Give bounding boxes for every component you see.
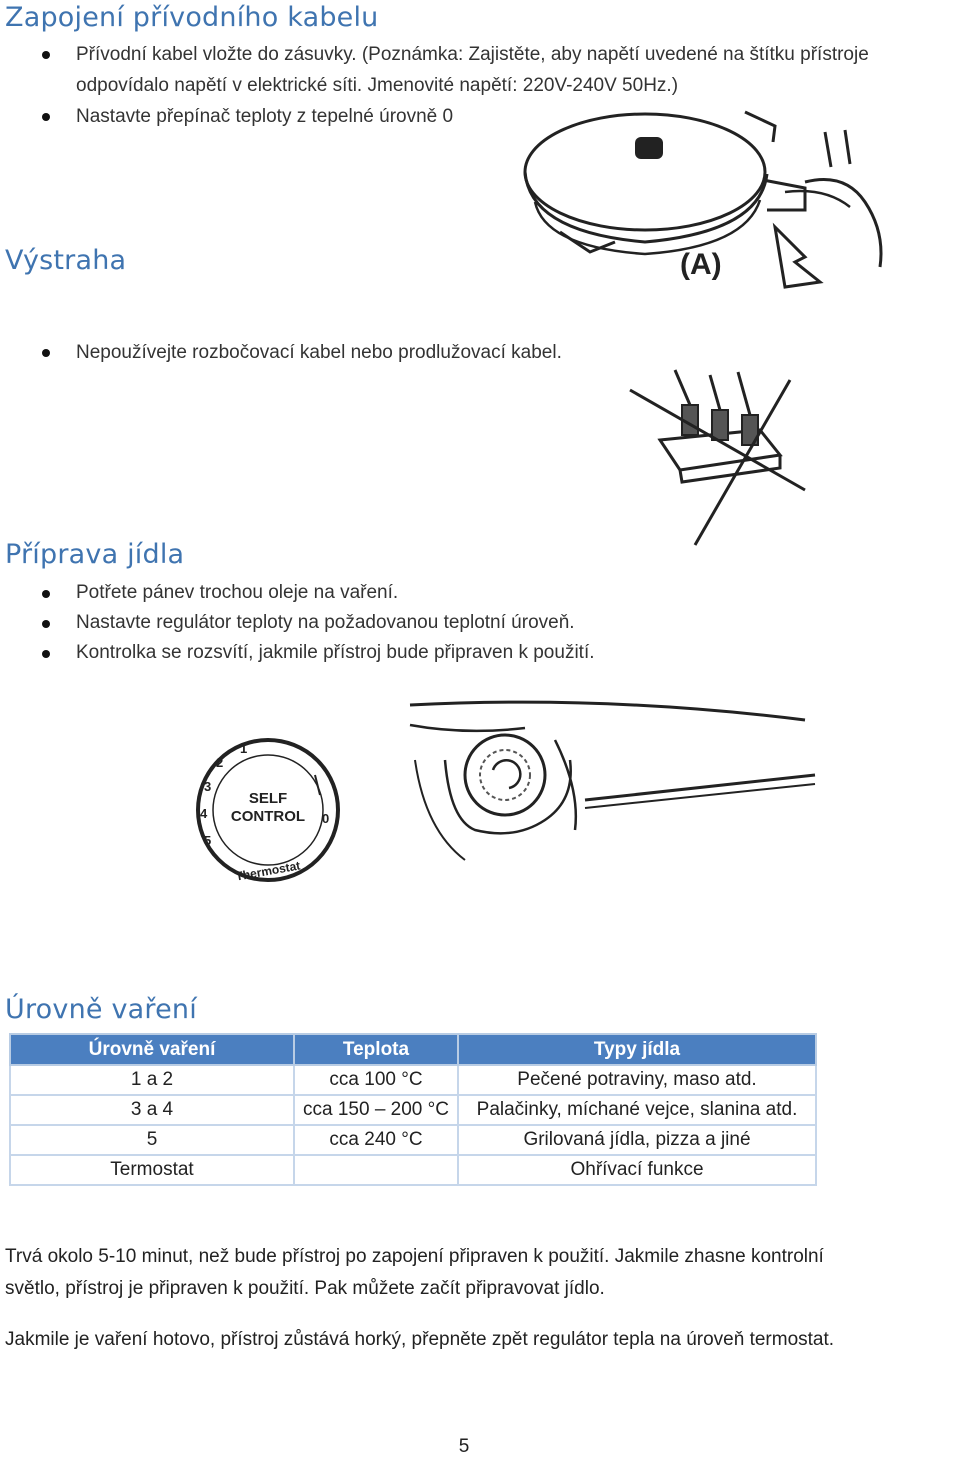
table-row: [10, 1125, 816, 1155]
list-item: Potřete pánev trochou oleje na vaření.: [0, 578, 595, 608]
list-item-continuation: odpovídalo napětí v elektrické síti. Jmenovité napětí: 220V-240V 50Hz.): [76, 75, 679, 96]
dial-number: 4: [200, 806, 208, 821]
heading-prep: Příprava jídla: [5, 539, 185, 570]
dial-number: 5: [204, 833, 212, 848]
column-header-food-type: Typy jídla: [458, 1034, 816, 1065]
dial-thermostat-label: Thermostat: [234, 858, 302, 884]
bullet-icon: [42, 51, 50, 59]
table-cell: 1 a 2: [10, 1065, 294, 1095]
table-cell: [294, 1155, 458, 1185]
table-cell: cca 240 °C: [294, 1125, 458, 1155]
table-row: [10, 1065, 816, 1095]
knob-turning-illustration: [405, 700, 825, 900]
list-item: Kontrolka se rozsvítí, jakmile přístroj bude připraven k použití.: [0, 638, 595, 668]
heading-connect: Zapojení přívodního kabelu: [5, 2, 379, 33]
table-header-row: [10, 1034, 816, 1065]
column-header-level: Úrovně vaření: [10, 1034, 294, 1065]
heading-warning: Výstraha: [5, 245, 127, 276]
table-cell: cca 150 – 200 °C: [294, 1095, 458, 1125]
paragraph-line: Jakmile je vaření hotovo, přístroj zůstává horký, přepněte zpět regulátor tepla na úroveň termostat.: [5, 1329, 835, 1350]
thermostat-dial-illustration: [180, 715, 360, 895]
dial-number: 3: [204, 779, 212, 794]
bullet-icon: [42, 113, 50, 121]
table-cell: cca 100 °C: [294, 1065, 458, 1095]
dial-number: 2: [216, 755, 224, 770]
list-item: Nastavte regulátor teploty na požadovanou teplotní úroveň.: [0, 608, 595, 638]
dial-number: 1: [240, 741, 248, 756]
table-cell: Palačinky, míchané vejce, slanina atd.: [458, 1095, 816, 1125]
bullet-icon: [42, 590, 50, 598]
list-item: Nepoužívejte rozbočovací kabel nebo prodlužovací kabel.: [0, 337, 562, 368]
page-number: 5: [458, 1436, 470, 1457]
table-cell: 3 a 4: [10, 1095, 294, 1125]
dial-control-label: CONTROL: [230, 808, 306, 825]
power-strip-crossed-illustration: [620, 360, 820, 550]
dial-number: 0: [322, 811, 330, 826]
pan-label-a: (A): [680, 248, 722, 281]
dial-self-label: SELF: [248, 790, 288, 807]
warning-list: [0, 337, 562, 368]
prep-list: [0, 578, 595, 668]
paragraph-line: světlo, přístroj je připraven k použití. Pak můžete začít připravovat jídlo.: [5, 1278, 605, 1299]
pan-switch-illustration: [505, 92, 935, 307]
column-header-temperature: Teplota: [294, 1034, 458, 1065]
paragraph-line: Trvá okolo 5-10 minut, než bude přístroj po zapojení připraven k použití. Jakmile zhasne kontrolní: [5, 1246, 824, 1267]
list-item: Nastavte přepínač teploty z tepelné úrovně 0: [0, 101, 869, 132]
table-cell: Ohřívací funkce: [458, 1155, 816, 1185]
list-item: Přívodní kabel vložte do zásuvky. (Poznámka: Zajistěte, aby napětí uvedené na štítku přístroje: [0, 39, 869, 70]
table-row: [10, 1155, 816, 1185]
table-cell: Grilovaná jídla, pizza a jiné: [458, 1125, 816, 1155]
table-cell: Termostat: [10, 1155, 294, 1185]
heading-levels: Úrovně vaření: [5, 994, 197, 1025]
bullet-icon: [42, 650, 50, 658]
table-cell: Pečené potraviny, maso atd.: [458, 1065, 816, 1095]
cooking-levels-table: [9, 1033, 817, 1186]
bullet-icon: [42, 620, 50, 628]
table-row: [10, 1095, 816, 1125]
bullet-icon: [42, 349, 50, 357]
table-cell: 5: [10, 1125, 294, 1155]
